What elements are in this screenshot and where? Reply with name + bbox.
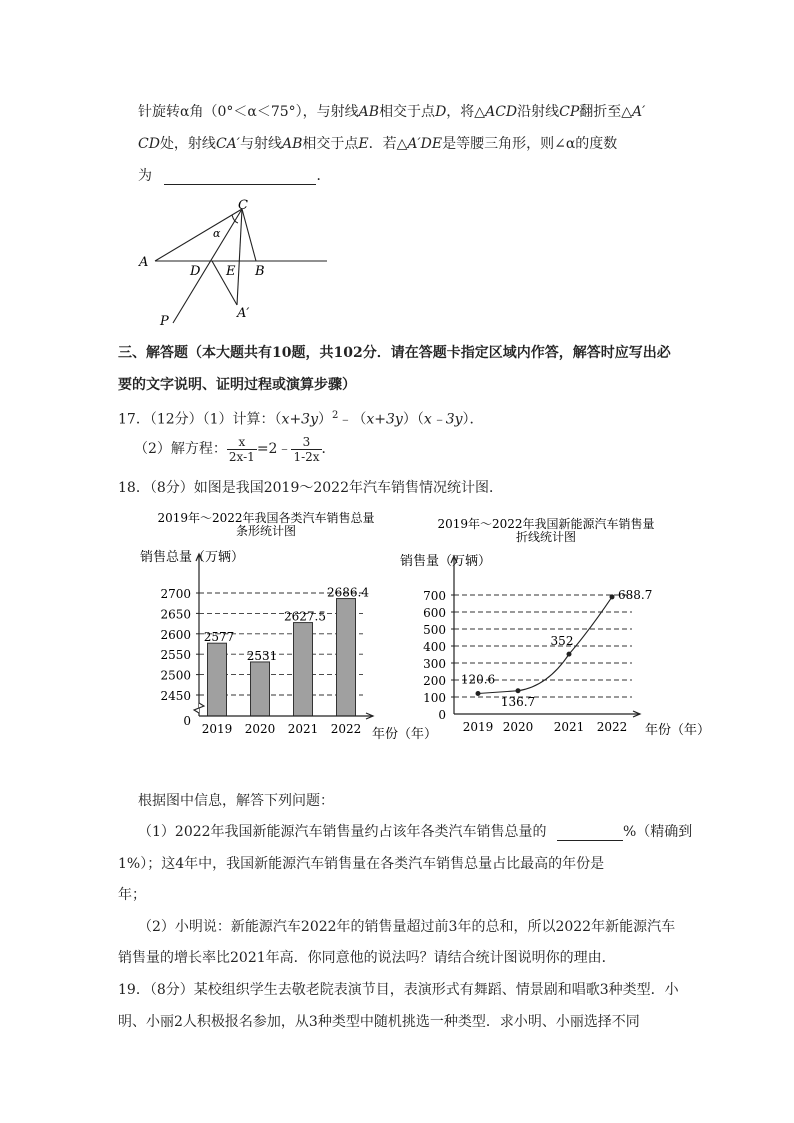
bar-axis-break bbox=[194, 703, 204, 713]
q18-p1-line-2: 1%）；这4年中，我国新能源汽车销售量在各类汽车销售总量占比最高的年份是 bbox=[118, 856, 605, 872]
line-ytick-label: 200 bbox=[423, 674, 446, 688]
bar bbox=[294, 623, 313, 716]
line-xtick-label: 2019 bbox=[462, 720, 494, 734]
line-value-label: 136.7 bbox=[500, 694, 536, 709]
fraction-1: $\frac{x}{2x-1}$ bbox=[228, 434, 255, 464]
q18-after: 根据图中信息，解答下列问题： bbox=[138, 793, 334, 809]
segment-CB bbox=[242, 209, 256, 261]
q16-line-1: 针旋转α角（0°＜α＜75°），与射线AB相交于点D，将△ACD沿射线CP翻折至△A′ bbox=[138, 104, 646, 120]
label-P: P bbox=[160, 314, 169, 329]
label-E: E bbox=[226, 264, 236, 279]
bar-ytick-label: 2700 bbox=[160, 587, 191, 601]
line-chart-xlabel: 年份（年） bbox=[645, 723, 711, 738]
q17-line-2: （2）解方程： $\frac{x}{2x-1}$ =2﹣ $\frac{3}{1-2x}$ ． bbox=[134, 434, 336, 464]
line-ytick-label: 400 bbox=[423, 640, 446, 654]
bar-chart-title: 2019年～2022年我国各类汽车销售总量 bbox=[157, 511, 375, 525]
q18-head: 18．（8分）如图是我国2019～2022年汽车销售情况统计图． bbox=[118, 480, 503, 496]
data-point bbox=[516, 688, 521, 693]
line-ytick-label: 600 bbox=[423, 606, 446, 620]
data-point bbox=[567, 652, 572, 657]
label-D: D bbox=[190, 264, 201, 279]
bar-ytick-label: 2550 bbox=[160, 648, 191, 663]
bar-xtick-label: 2022 bbox=[330, 722, 362, 736]
bar-ytick-label: 2600 bbox=[160, 627, 191, 642]
segment-AC bbox=[155, 209, 242, 261]
bar-value-label: 2627.5 bbox=[284, 609, 326, 624]
section-3-line-1: 三、解答题（本大题共有10题，共102分．请在答题卡指定区域内作答，解答时应写出必 bbox=[118, 345, 671, 361]
q16-line-3: 为 ． bbox=[138, 168, 331, 184]
bar-chart-xlabel: 年份（年） bbox=[372, 727, 438, 742]
data-point bbox=[476, 691, 481, 696]
series-line bbox=[478, 597, 612, 694]
q17-line-1: 17．（12分）（1）计算：$(x+3y)^2﹣(x+3y)(x﹣3y)$． bbox=[118, 410, 484, 428]
bar-chart-ylabel: 销售总量（万辆） bbox=[140, 550, 245, 565]
bar bbox=[337, 599, 356, 716]
answer-blank[interactable] bbox=[164, 170, 316, 185]
geometry-figure bbox=[130, 195, 345, 330]
fraction-2: $\frac{3}{1-2x}$ bbox=[293, 434, 320, 464]
line-xtick-label: 2022 bbox=[596, 720, 628, 734]
line-ytick-label: 500 bbox=[423, 623, 446, 637]
q18-p1-line-1: （1）2022年我国新能源汽车销售量约占该年各类汽车销售总量的 %（精确到 bbox=[138, 824, 693, 840]
q16-line-2: CD处，射线CA′与射线AB相交于点E．若△A′DE是等腰三角形，则∠α的度数 bbox=[138, 136, 618, 152]
line-value-label: 688.7 bbox=[618, 587, 653, 602]
label-A-prime: A′ bbox=[237, 306, 250, 321]
line-ytick-label: 700 bbox=[423, 589, 446, 603]
answer-blank-percent[interactable] bbox=[557, 826, 623, 841]
line-chart-ylabel: 销售量（万辆） bbox=[400, 554, 492, 569]
bar-value-label: 2577 bbox=[203, 630, 235, 645]
line-ytick-label: 100 bbox=[423, 691, 446, 705]
bar-chart-subtitle: 条形统计图 bbox=[235, 524, 297, 538]
q18-p2-line-2: 销售量的增长率比2021年高．你同意他的说法吗？请结合统计图说明你的理由． bbox=[118, 950, 616, 966]
bar bbox=[208, 643, 227, 716]
bar-xtick-label: 2021 bbox=[287, 722, 319, 736]
q19-line-1: 19．（8分）某校组织学生去敬老院表演节目，表演形式有舞蹈、情景剧和唱歌3种类型．小 bbox=[118, 982, 679, 998]
q18-p1-line-3: 年； bbox=[118, 887, 146, 903]
bar-value-label: 2686.4 bbox=[327, 585, 369, 600]
line-ytick-label: 0 bbox=[438, 708, 446, 722]
line-xtick-label: 2021 bbox=[553, 720, 585, 734]
line-value-label: 120.6 bbox=[460, 672, 496, 687]
label-A: A bbox=[139, 255, 149, 270]
bar-ytick-label: 0 bbox=[183, 714, 191, 728]
bar-ytick-label: 2500 bbox=[160, 668, 191, 683]
bar-ytick-label: 2650 bbox=[160, 607, 191, 622]
q18-p2-line-1: （2）小明说：新能源汽车2022年的销售量超过前3年的总和，所以2022年新能源汽车 bbox=[138, 919, 676, 935]
section-3-line-2: 要的文字说明、证明过程或演算步骤） bbox=[118, 377, 356, 393]
bar-xtick-label: 2020 bbox=[244, 722, 276, 736]
label-alpha: α bbox=[213, 227, 221, 240]
line-ytick-label: 300 bbox=[423, 657, 446, 671]
label-C: C bbox=[238, 198, 248, 213]
q19-line-2: 明、小丽2人积极报名参加，从3种类型中随机挑选一种类型．求小明、小丽选择不同 bbox=[118, 1014, 640, 1030]
bar-value-label: 2531 bbox=[246, 648, 278, 663]
line-chart bbox=[398, 512, 711, 748]
bar bbox=[251, 662, 270, 716]
bar-ytick-label: 2450 bbox=[160, 689, 191, 703]
line-chart-subtitle: 折线统计图 bbox=[515, 530, 577, 544]
bar-xtick-label: 2019 bbox=[201, 722, 233, 736]
label-B: B bbox=[255, 264, 265, 279]
line-chart-title: 2019年～2022年我国新能源汽车销售量 bbox=[437, 517, 655, 531]
line-value-label: 352 bbox=[550, 634, 574, 649]
data-point bbox=[610, 594, 615, 599]
line-xtick-label: 2020 bbox=[502, 720, 534, 734]
